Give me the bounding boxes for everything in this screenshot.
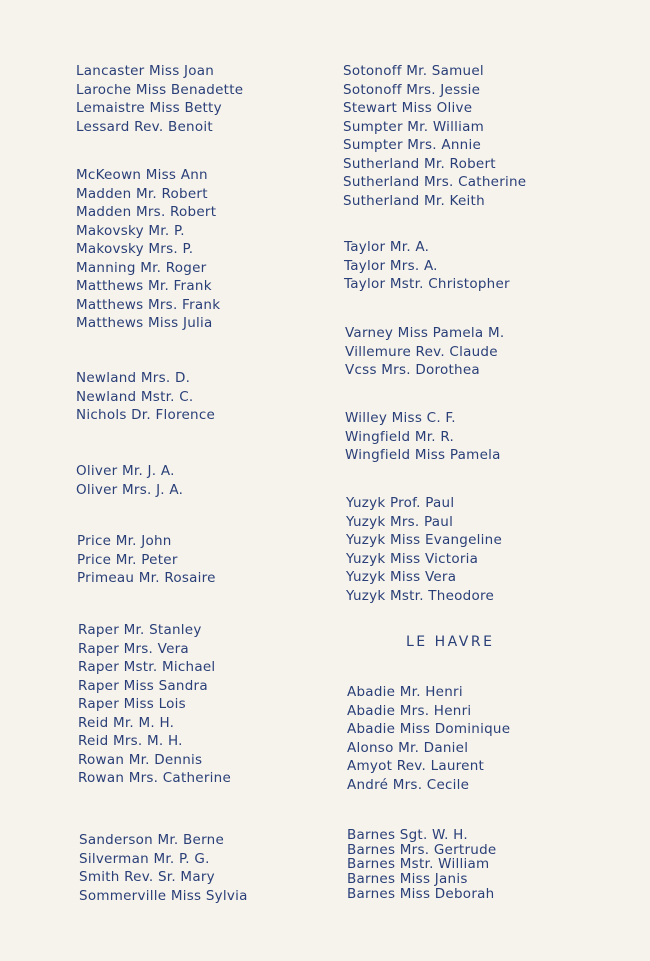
passenger-name: Barnes Miss Deborah [347, 885, 495, 902]
passenger-name: Yuzyk Miss Victoria [346, 550, 479, 567]
passenger-name: Lessard Rev. Benoit [76, 118, 213, 135]
passenger-name: Taylor Mrs. A. [344, 257, 438, 274]
passenger-name: Rowan Mrs. Catherine [78, 770, 232, 786]
passenger-name: Yuzyk Miss Vera [346, 569, 457, 585]
passenger-name: Nichols Dr. Florence [76, 407, 216, 423]
right-group-b [347, 828, 496, 901]
left-group-n [76, 369, 215, 425]
passenger-name: Laroche Miss Benadette [76, 81, 244, 98]
right-group-s [343, 62, 526, 210]
passenger-name: Raper Miss Sandra [78, 677, 208, 694]
passenger-name: Smith Rev. Sr. Mary [79, 869, 215, 885]
passenger-name: Reid Mr. M. H. [78, 714, 175, 731]
right-group-t [344, 238, 510, 294]
passenger-name: Sutherland Mr. Keith [343, 192, 485, 209]
passenger-name: Wingfield Mr. R. [345, 428, 455, 445]
passenger-name: Sotonoff Mrs. Jessie [343, 81, 481, 98]
passenger-name: Yuzyk Miss Evangeline [346, 532, 503, 548]
passenger-name: Barnes Mstr. William [347, 856, 490, 873]
left-group-p [77, 532, 216, 588]
passenger-name: André Mrs. Cecile [347, 776, 470, 793]
passenger-name: Villemure Rev. Claude [345, 343, 498, 360]
passenger-name: Alonso Mr. Daniel [347, 739, 469, 756]
left-group-m [76, 166, 220, 333]
passenger-name: Abadie Miss Dominique [347, 721, 511, 737]
passenger-name: Makovsky Mrs. P. [76, 241, 194, 257]
passenger-name: Lemaistre Miss Betty [76, 100, 222, 116]
passenger-name: Barnes Miss Janis [347, 871, 468, 888]
passenger-name: Madden Mr. Robert [76, 185, 208, 202]
passenger-name: Stewart Miss Olive [343, 100, 473, 116]
right-group-y [346, 494, 502, 605]
passenger-name: Reid Mrs. M. H. [78, 733, 183, 749]
passenger-name: Barnes Sgt. W. H. [347, 827, 468, 843]
passenger-name: Vcss Mrs. Dorothea [345, 362, 480, 378]
left-group-l [76, 62, 243, 136]
passenger-name: Wingfield Miss Pamela [345, 447, 501, 463]
left-group-s [79, 831, 248, 905]
passenger-name: Amyot Rev. Laurent [347, 758, 485, 774]
passenger-name: Lancaster Miss Joan [76, 63, 215, 79]
passenger-name: Yuzyk Prof. Paul [346, 495, 455, 511]
passenger-name: Sommerville Miss Sylvia [79, 887, 248, 904]
passenger-name: Abadie Mr. Henri [347, 684, 463, 700]
passenger-name: Sotonoff Mr. Samuel [343, 63, 484, 79]
passenger-name: Sumpter Mr. William [343, 118, 485, 135]
passenger-name: Price Mr. Peter [77, 551, 178, 568]
passenger-name: Sutherland Mr. Robert [343, 155, 496, 172]
left-group-o [76, 462, 183, 499]
passenger-name: Newland Mrs. D. [76, 370, 191, 386]
passenger-name: Sanderson Mr. Berne [79, 832, 224, 848]
passenger-name: McKeown Miss Ann [76, 167, 208, 183]
passenger-name: Raper Mr. Stanley [78, 622, 202, 638]
passenger-name: Taylor Mstr. Christopher [344, 276, 510, 292]
section-heading-le-havre: LE HAVRE [406, 634, 495, 650]
passenger-name: Willey Miss C. F. [345, 410, 456, 426]
passenger-name: Makovsky Mr. P. [76, 222, 185, 239]
passenger-name: Raper Mstr. Michael [78, 659, 216, 675]
passenger-name: Matthews Mrs. Frank [76, 296, 221, 313]
passenger-name: Abadie Mrs. Henri [347, 702, 472, 719]
passenger-name: Matthews Miss Julia [76, 315, 213, 331]
passenger-name: Newland Mstr. C. [76, 388, 194, 405]
passenger-name: Raper Mrs. Vera [78, 640, 189, 657]
passenger-name: Yuzyk Mrs. Paul [346, 513, 454, 530]
passenger-name: Price Mr. John [77, 533, 172, 549]
passenger-name: Sumpter Mrs. Annie [343, 137, 482, 153]
passenger-name: Oliver Mr. J. A. [76, 463, 175, 479]
right-group-v [345, 324, 504, 380]
passenger-name: Varney Miss Pamela M. [345, 325, 505, 341]
passenger-name: Yuzyk Mstr. Theodore [346, 587, 495, 604]
passenger-name: Madden Mrs. Robert [76, 204, 217, 220]
passenger-name: Oliver Mrs. J. A. [76, 481, 184, 498]
right-group-a [347, 683, 510, 794]
left-group-r [78, 621, 231, 788]
passenger-name: Matthews Mr. Frank [76, 278, 212, 294]
passenger-name: Silverman Mr. P. G. [79, 850, 210, 867]
passenger-name: Barnes Mrs. Gertrude [347, 841, 497, 858]
passenger-name: Raper Miss Lois [78, 696, 186, 712]
passenger-name: Manning Mr. Roger [76, 259, 207, 276]
passenger-name: Sutherland Mrs. Catherine [343, 174, 527, 190]
passenger-name: Primeau Mr. Rosaire [77, 570, 216, 586]
passenger-name: Taylor Mr. A. [344, 239, 430, 255]
passenger-name: Rowan Mr. Dennis [78, 751, 203, 768]
right-group-w [345, 409, 501, 465]
